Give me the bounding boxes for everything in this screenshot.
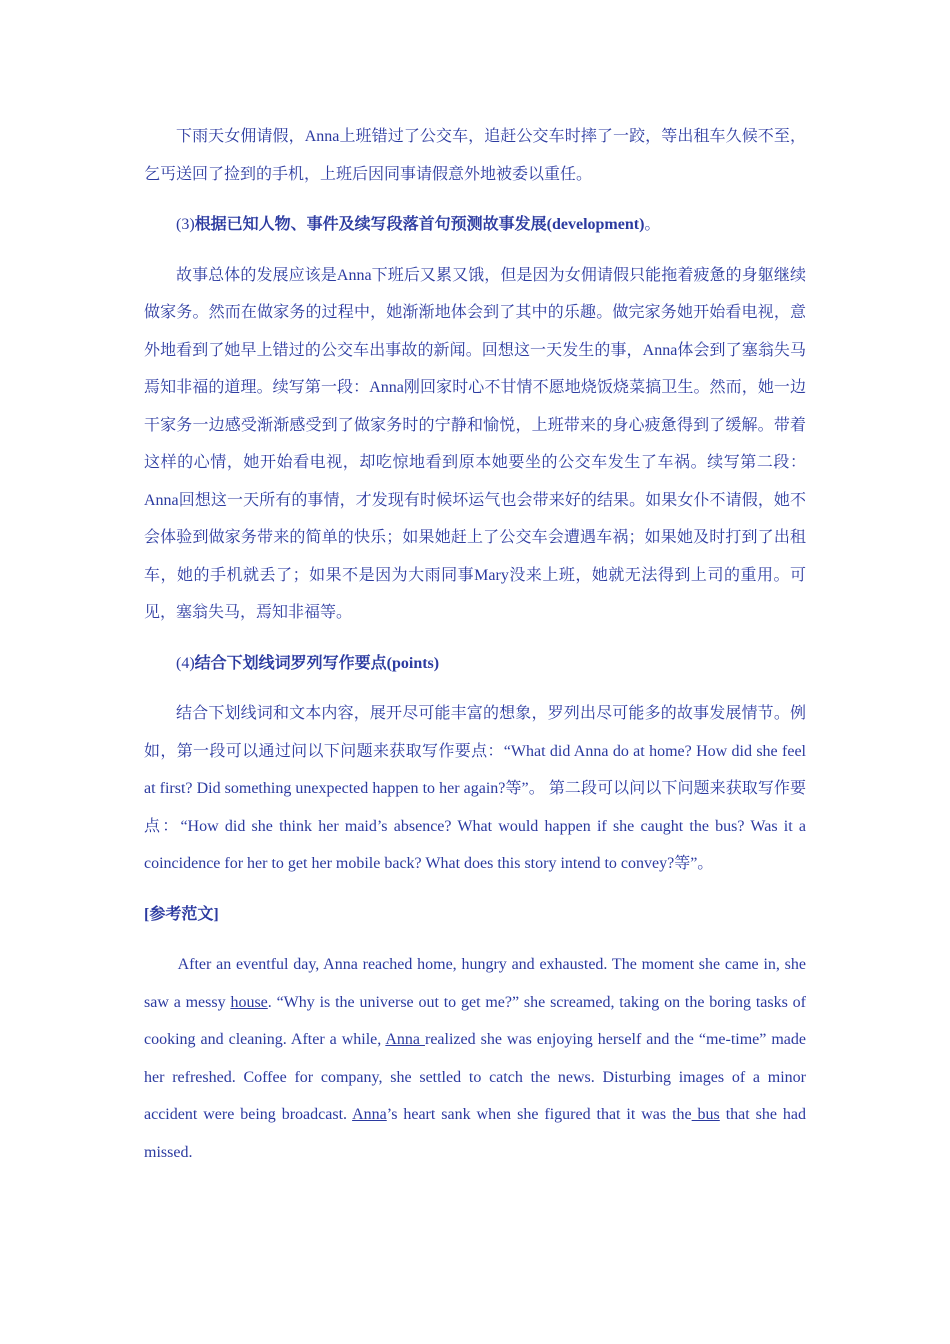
section-title: 结合下划线词罗列写作要点(points) <box>194 654 440 672</box>
underlined-word: bus <box>691 1106 720 1123</box>
underlined-word: Anna <box>385 1031 425 1048</box>
underlined-word: house <box>230 993 268 1011</box>
underlined-word: Anna <box>352 1106 387 1123</box>
section-title-suffix: 。 <box>644 216 661 233</box>
essay-text: realized she was enjoying herself and the “me-time” made her refreshed. Coffee for company, she settled to catch the news. Disturbing images of a minor accident were being broadcast. <box>144 1031 807 1123</box>
essay-text: After an eventful day, Anna reached home, hungry and exhausted. The moment she came in, she saw a messy <box>144 956 806 1011</box>
summary-paragraph: 下雨天女佣请假，Anna上班错过了公交车，追赶公交车时摔了一跤，等出租车久候不至，乞丐送回了捡到的手机，上班后因同事请假意外地被委以重任。 <box>144 128 806 183</box>
reference-essay-paragraph <box>144 946 806 1171</box>
development-paragraph: 故事总体的发展应该是Anna下班后又累又饿，但是因为女佣请假只能拖着疲惫的身躯继续做家务。然而在做家务的过程中，她渐渐地体会到了其中的乐趣。做完家务她开始看电视，意外地看到了她早上错过的公交车出事故的新闻。回想这一天发生的事，Anna体会到了塞翁失马焉知非福的道理。续写第一段：Anna刚回家时心不甘情不愿地烧饭烧菜搞卫生。然而，她一边干家务一边感受渐渐感受到了做家务时的宁静和愉悦，上班带来的身心疲惫得到了缓解。带着这样的心情，她开始看电视，却吃惊地看到原本她要坐的公交车发生了车祸。续写第二段：Anna回想这一天所有的事情，才发现有时候坏运气也会带来好的结果。如果女仆不请假，她不会体验到做家务带来的简单的快乐；如果她赶上了公交车会遭遇车祸；如果她及时打到了出租车，她的手机就丢了；如果不是因为大雨同事Mary没来上班，她就无法得到上司的重用。可见，塞翁失马，焉知非福等。 <box>144 266 806 621</box>
section-title: 根据已知人物、事件及续写段落首句预测故事发展(development) <box>194 216 645 233</box>
document-page <box>144 118 806 1171</box>
points-paragraph: 结合下划线词和文本内容，展开尽可能丰富的想象，罗列出尽可能多的故事发展情节。例如，第一段可以通过问以下问题来获取写作要点：“What did Anna do at home? How did she feel at first? Did something unexpected happen to her again?等”。 第二段可以问以下问题来获取写作要点：“How did she think her maid’s absence? What would happen if she caught the bus? Was it a coincidence for her to get her mobile back? What does this story intend to convey?等”。 <box>144 705 806 872</box>
essay-text: . “Why is the universe out to get me?” she screamed, taking on the boring tasks of cooking and cleaning. After a while, <box>144 993 807 1048</box>
section-number: (3) <box>176 216 195 233</box>
section-heading-points <box>144 645 806 683</box>
section-heading-development <box>144 206 806 244</box>
essay-text: that she had missed. <box>144 1106 807 1161</box>
reference-essay-heading: [参考范文] <box>144 905 219 923</box>
section-number: (4) <box>176 654 195 672</box>
essay-text: ’s heart sank when she figured that it was the <box>386 1106 692 1123</box>
